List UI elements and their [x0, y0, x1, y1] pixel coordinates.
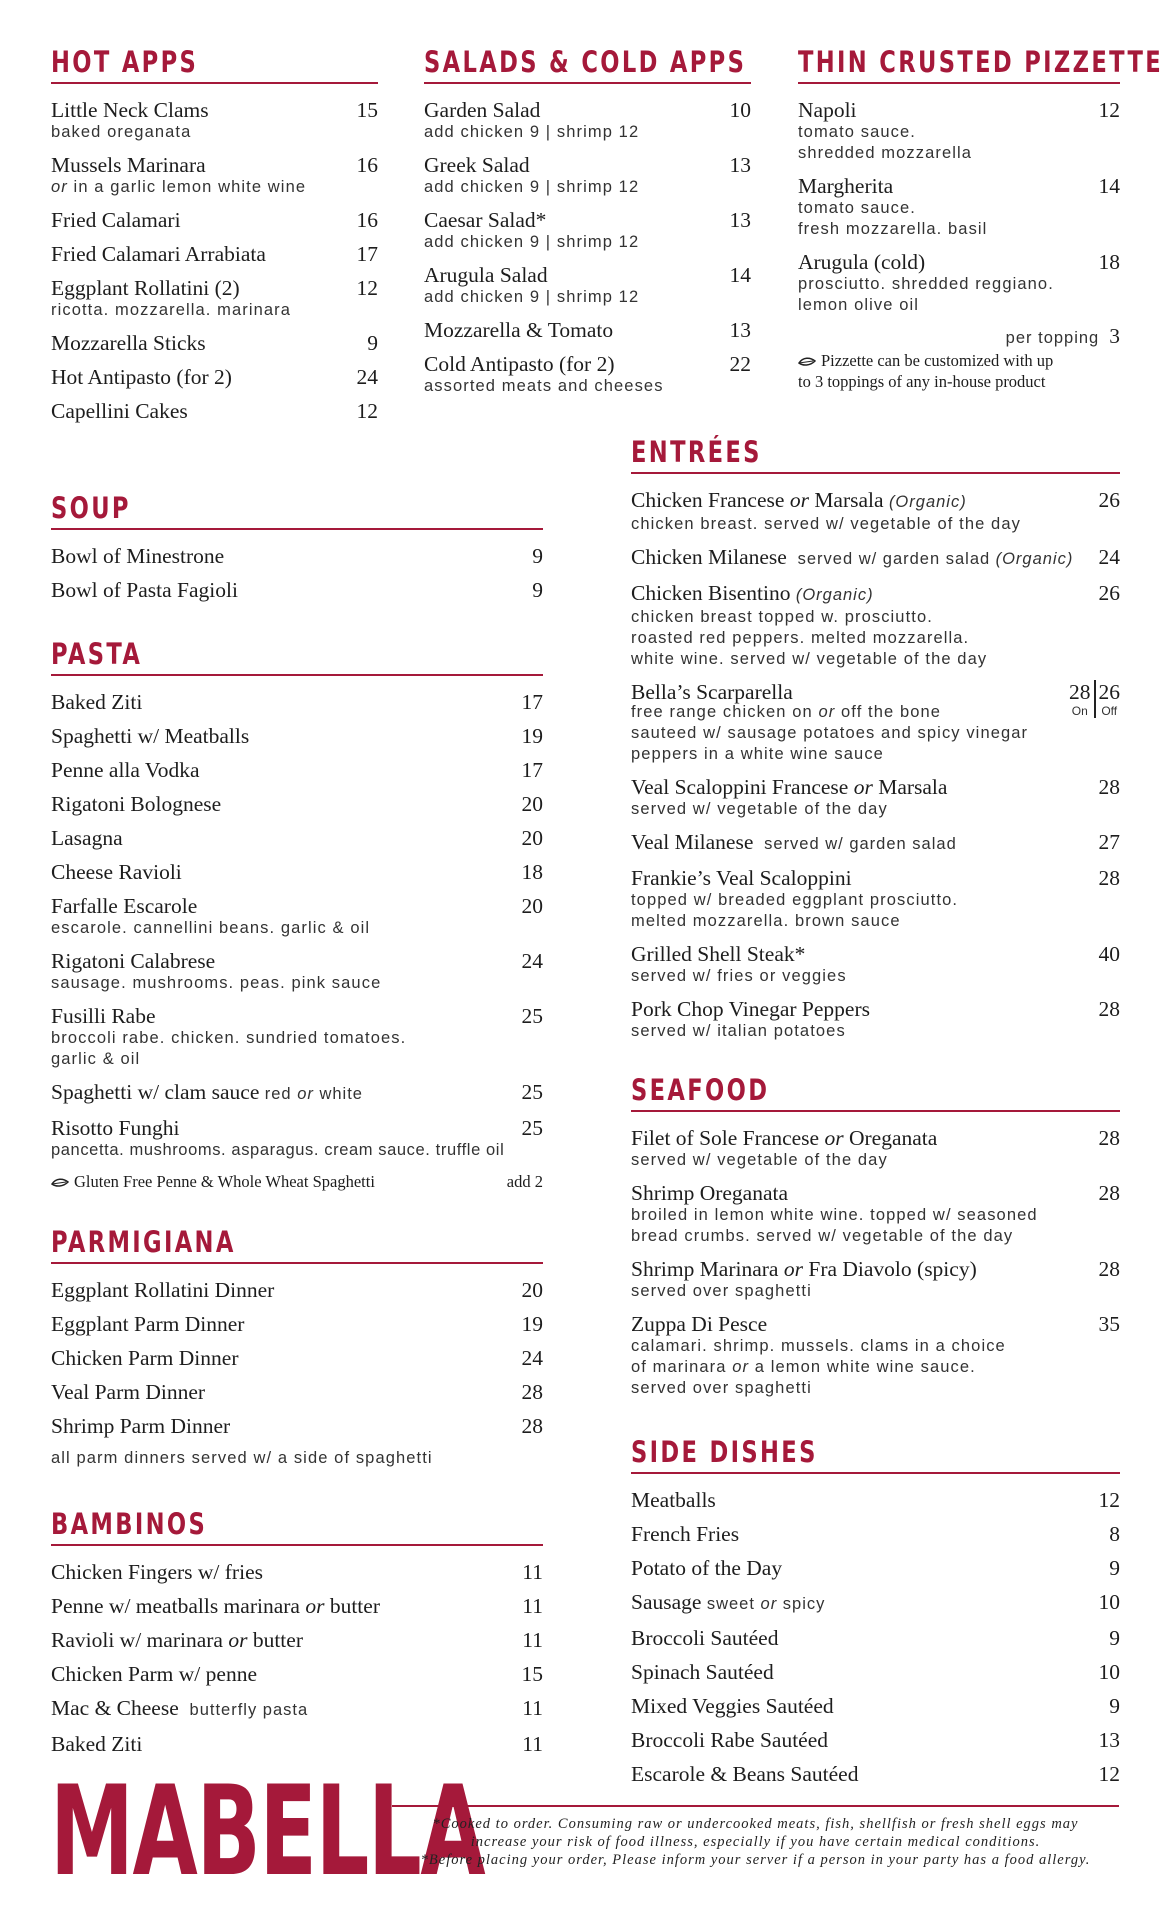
item-description: served w/ fries or veggies	[631, 967, 847, 985]
item-price: 11	[522, 1628, 543, 1652]
item-price: 9	[367, 331, 378, 355]
menu-item	[51, 1004, 543, 1070]
menu-item	[424, 352, 751, 397]
section-title: SOUP	[51, 491, 131, 525]
item-name: Spaghetti w/ Meatballs	[51, 724, 250, 748]
item-name: Fried Calamari Arrabiata	[51, 242, 266, 266]
item-name: Margherita	[798, 174, 894, 198]
item-description: bread crumbs. served w/ vegetable of the day	[631, 1227, 1014, 1245]
menu-item	[631, 581, 1120, 670]
section-title: SIDE DISHES	[631, 1435, 818, 1469]
item-price: 16	[356, 208, 378, 232]
item-price: 40	[1098, 942, 1120, 966]
menu-item	[798, 174, 1120, 240]
item-description: escarole. cannellini beans. garlic & oil	[51, 919, 371, 937]
item-price: 19	[521, 1312, 543, 1336]
item-price: 28	[1098, 1181, 1120, 1205]
menu-item	[51, 1628, 543, 1652]
item-name: Baked Ziti	[51, 690, 143, 714]
menu-item	[631, 1257, 1120, 1302]
section-divider	[424, 82, 751, 84]
menu-item	[631, 488, 1120, 535]
menu-item	[631, 1728, 1120, 1752]
item-description: served w/ vegetable of the day	[631, 1151, 888, 1169]
item-description: garlic & oil	[51, 1050, 141, 1068]
price-on-off: 28 On 26 Off	[1069, 680, 1120, 718]
item-description: white wine. served w/ vegetable of the day	[631, 650, 988, 668]
menu-item	[51, 208, 378, 232]
menu-item	[631, 1556, 1120, 1580]
menu-item	[51, 758, 543, 782]
item-description: served over spaghetti	[631, 1379, 812, 1397]
item-price: 28	[521, 1380, 543, 1404]
item-name: Capellini Cakes	[51, 399, 188, 423]
section-soup	[51, 490, 543, 612]
item-name: Veal Parm Dinner	[51, 1380, 206, 1404]
item-price: 14	[729, 263, 751, 287]
item-name: Bella’s Scarparella	[631, 680, 793, 704]
item-price: 11	[522, 1732, 543, 1756]
item-description: assorted meats and cheeses	[424, 377, 664, 395]
section-pizzette	[798, 44, 1164, 392]
leaf-icon	[51, 1178, 69, 1188]
menu-item	[51, 1594, 543, 1618]
item-name: Ravioli w/ marinara or butter	[51, 1628, 303, 1652]
item-description: served over spaghetti	[631, 1282, 812, 1300]
item-description: add chicken 9 | shrimp 12	[424, 123, 640, 141]
menu-item	[51, 1696, 543, 1722]
menu-item	[631, 997, 1120, 1042]
item-description: add chicken 9 | shrimp 12	[424, 233, 640, 251]
item-name: Potato of the Day	[631, 1556, 783, 1580]
menu-item	[51, 1560, 543, 1584]
footer-divider	[392, 1805, 1119, 1807]
per-topping-row	[798, 324, 1120, 348]
menu-item	[51, 1414, 543, 1438]
item-description: served w/ vegetable of the day	[631, 800, 888, 818]
section-parmigiana	[51, 1224, 543, 1469]
section-hot-apps	[51, 44, 378, 433]
item-name: Bowl of Minestrone	[51, 544, 225, 568]
item-price: 18	[521, 860, 543, 884]
per-topping-label: per topping	[1005, 329, 1100, 347]
item-name: Shrimp Marinara or Fra Diavolo (spicy)	[631, 1257, 977, 1281]
item-price: 13	[729, 208, 751, 232]
menu-item	[51, 242, 378, 266]
item-price: 27	[1098, 830, 1120, 854]
item-name: Arugula (cold)	[798, 250, 926, 274]
item-name: French Fries	[631, 1522, 740, 1546]
item-price: 22	[729, 352, 751, 376]
item-price: 11	[522, 1560, 543, 1584]
item-price: 9	[1109, 1556, 1120, 1580]
menu-item	[631, 1488, 1120, 1512]
menu-item	[51, 399, 378, 423]
menu-item	[424, 153, 751, 198]
item-price: 11	[522, 1696, 543, 1720]
item-description: baked oreganata	[51, 123, 192, 141]
item-name: Filet of Sole Francese or Oreganata	[631, 1126, 938, 1150]
item-name: Spinach Sautéed	[631, 1660, 774, 1684]
item-description: chicken breast. served w/ vegetable of the day	[631, 515, 1021, 533]
section-seafood	[631, 1072, 1120, 1409]
menu-item	[51, 792, 543, 816]
item-name: Zuppa Di Pesce	[631, 1312, 768, 1336]
item-name: Mozzarella Sticks	[51, 331, 206, 355]
item-price: 24	[521, 1346, 543, 1370]
menu-item	[631, 1762, 1120, 1786]
menu-item	[631, 1694, 1120, 1718]
menu-item	[424, 208, 751, 253]
section-divider	[631, 1110, 1120, 1112]
menu-item	[51, 860, 543, 884]
item-price: 20	[521, 1278, 543, 1302]
section-title: SEAFOOD	[631, 1073, 770, 1107]
item-name: Eggplant Parm Dinner	[51, 1312, 245, 1336]
item-price: 20	[521, 792, 543, 816]
item-name: Mac & Cheese butterfly pasta	[51, 1696, 309, 1720]
item-description: add chicken 9 | shrimp 12	[424, 178, 640, 196]
section-divider	[51, 1262, 543, 1264]
per-topping-price: 3	[1109, 324, 1120, 348]
menu-item	[631, 1522, 1120, 1546]
section-bambinos	[51, 1506, 543, 1766]
menu-item	[631, 1626, 1120, 1650]
item-price: 12	[356, 276, 378, 300]
menu-item	[631, 545, 1120, 571]
menu-item	[51, 1080, 543, 1106]
item-price: 11	[522, 1594, 543, 1618]
item-name: Grilled Shell Steak*	[631, 942, 806, 966]
item-price: 26	[1098, 581, 1120, 605]
item-name: Farfalle Escarole	[51, 894, 198, 918]
item-price: 9	[1109, 1626, 1120, 1650]
item-price: 24	[521, 949, 543, 973]
item-name: Chicken Milanese served w/ garden salad (Organic)	[631, 545, 1074, 569]
menu-item	[631, 1126, 1120, 1171]
section-title: THIN CRUSTED PIZZETTE	[798, 45, 1164, 79]
item-name: Fusilli Rabe	[51, 1004, 156, 1028]
item-name: Fried Calamari	[51, 208, 181, 232]
item-name: Napoli	[798, 98, 857, 122]
item-name: Hot Antipasto (for 2)	[51, 365, 232, 389]
item-description: add chicken 9 | shrimp 12	[424, 288, 640, 306]
item-price: 26	[1098, 488, 1120, 512]
menu-item	[51, 1116, 543, 1161]
item-price: 24	[1098, 545, 1120, 569]
section-divider	[51, 528, 543, 530]
menu-item	[51, 1312, 543, 1336]
item-description: pancetta. mushrooms. asparagus. cream sauce. truffle oil	[51, 1141, 505, 1159]
menu-item	[798, 250, 1120, 316]
item-name: Cold Antipasto (for 2)	[424, 352, 615, 376]
menu-item	[51, 690, 543, 714]
item-price: 35	[1098, 1312, 1120, 1336]
menu-item	[51, 1732, 543, 1756]
pizzette-note: Pizzette can be customized with up to 3 toppings of any in-house product	[798, 351, 1054, 391]
section-title: HOT APPS	[51, 45, 199, 79]
item-name: Caesar Salad*	[424, 208, 547, 232]
item-name: Spaghetti w/ clam sauce red or white	[51, 1080, 363, 1104]
menu-item	[51, 98, 378, 143]
item-name: Pork Chop Vinegar Peppers	[631, 997, 870, 1021]
item-name: Shrimp Oreganata	[631, 1181, 789, 1205]
item-price: 13	[729, 318, 751, 342]
parm-note: all parm dinners served w/ a side of spaghetti	[51, 1449, 433, 1467]
item-description: tomato sauce.	[798, 123, 916, 141]
item-name: Bowl of Pasta Fagioli	[51, 578, 238, 602]
item-name: Mozzarella & Tomato	[424, 318, 614, 342]
item-price: 9	[532, 544, 543, 568]
item-price: 28	[1098, 775, 1120, 799]
menu-item	[631, 942, 1120, 987]
item-price: 17	[521, 690, 543, 714]
section-title: BAMBINOS	[51, 1507, 208, 1541]
item-description: served w/ italian potatoes	[631, 1022, 846, 1040]
item-price: 15	[521, 1662, 543, 1686]
item-price: 25	[521, 1080, 543, 1104]
item-name: Eggplant Rollatini (2)	[51, 276, 240, 300]
item-name: Broccoli Sautéed	[631, 1626, 779, 1650]
item-name: Little Neck Clams	[51, 98, 209, 122]
item-description: shredded mozzarella	[798, 144, 973, 162]
item-name: Penne w/ meatballs marinara or butter	[51, 1594, 380, 1618]
item-price: 12	[356, 399, 378, 423]
item-description: chicken breast topped w. prosciutto.	[631, 608, 933, 626]
section-divider	[798, 82, 1120, 84]
menu-item	[631, 1660, 1120, 1684]
menu-item	[51, 894, 543, 939]
item-name: Chicken Francese or Marsala (Organic)	[631, 488, 967, 512]
item-description: free range chicken on or off the bone	[631, 703, 942, 721]
item-price: 25	[521, 1004, 543, 1028]
menu-item	[51, 724, 543, 748]
section-divider	[51, 674, 543, 676]
menu-item	[631, 830, 1120, 856]
item-price: 12	[1098, 1488, 1120, 1512]
item-price: 12	[1098, 98, 1120, 122]
menu-item	[631, 1590, 1120, 1616]
leaf-icon	[798, 357, 816, 367]
menu-item	[51, 1662, 543, 1686]
section-divider	[631, 1472, 1120, 1474]
item-name: Penne alla Vodka	[51, 758, 200, 782]
menu-item	[51, 826, 543, 850]
item-price: 10	[729, 98, 751, 122]
item-name: Frankie’s Veal Scaloppini	[631, 866, 852, 890]
item-name: Mussels Marinara	[51, 153, 206, 177]
item-name: Broccoli Rabe Sautéed	[631, 1728, 829, 1752]
item-price: 13	[729, 153, 751, 177]
item-description: calamari. shrimp. mussels. clams in a choice	[631, 1337, 1006, 1355]
menu-item	[51, 365, 378, 389]
menu-item	[51, 276, 378, 321]
section-divider	[51, 1544, 543, 1546]
item-name: Escarole & Beans Sautéed	[631, 1762, 859, 1786]
menu-item	[631, 1181, 1120, 1247]
item-name: Eggplant Rollatini Dinner	[51, 1278, 275, 1302]
item-name: Arugula Salad	[424, 263, 548, 287]
menu-item	[51, 153, 378, 198]
item-price: 19	[521, 724, 543, 748]
item-description: lemon olive oil	[798, 296, 920, 314]
section-sides	[631, 1434, 1120, 1796]
item-price: 10	[1098, 1590, 1120, 1614]
section-pasta	[51, 636, 543, 1192]
item-name: Chicken Fingers w/ fries	[51, 1560, 263, 1584]
item-description: sauteed w/ sausage potatoes and spicy vinegar	[631, 724, 1029, 742]
item-description: melted mozzarella. brown sauce	[631, 912, 901, 930]
item-name: Sausage sweet or spicy	[631, 1590, 826, 1614]
item-name: Veal Milanese served w/ garden salad	[631, 830, 957, 854]
section-title: SALADS & COLD APPS	[424, 45, 747, 79]
item-name: Veal Scaloppini Francese or Marsala	[631, 775, 948, 799]
item-name: Shrimp Parm Dinner	[51, 1414, 231, 1438]
item-price: 16	[356, 153, 378, 177]
item-description: prosciutto. shredded reggiano.	[798, 275, 1054, 293]
item-description: tomato sauce.	[798, 199, 916, 217]
menu-item	[51, 544, 543, 568]
menu-item	[51, 1346, 543, 1370]
item-price: 10	[1098, 1660, 1120, 1684]
item-price: 28	[521, 1414, 543, 1438]
item-name: Chicken Bisentino (Organic)	[631, 581, 874, 605]
gluten-free-note: Gluten Free Penne & Whole Wheat Spaghetti add 2	[51, 1171, 543, 1192]
item-name: Lasagna	[51, 826, 123, 850]
item-description: of marinara or a lemon white wine sauce.	[631, 1358, 976, 1376]
menu-item	[798, 98, 1120, 164]
item-price: 17	[521, 758, 543, 782]
restaurant-logo: MABELLA	[50, 1760, 485, 1904]
food-disclaimer: *Cooked to order. Consuming raw or undercooked meats, fish, shellfish or fresh shell eggs may increase your risk of food illness, especially if you have certain medical conditions. *Before placing your order, Please inform your server if a person in your party has a food allergy.	[420, 1816, 1091, 1868]
section-divider	[51, 82, 378, 84]
item-price: 9	[532, 578, 543, 602]
item-description: peppers in a white wine sauce	[631, 745, 884, 763]
section-title: ENTRÉES	[631, 435, 762, 469]
menu-item	[51, 1278, 543, 1302]
section-salads	[424, 44, 751, 407]
item-price: 28	[1098, 997, 1120, 1021]
menu-item	[424, 98, 751, 143]
item-name: Chicken Parm w/ penne	[51, 1662, 257, 1686]
item-price: 24	[356, 365, 378, 389]
item-description: ricotta. mozzarella. marinara	[51, 301, 292, 319]
menu-item	[51, 578, 543, 602]
item-price: 28	[1098, 1257, 1120, 1281]
item-description: roasted red peppers. melted mozzarella.	[631, 629, 970, 647]
menu-item	[51, 949, 543, 994]
item-price: 28	[1098, 1126, 1120, 1150]
item-price: 20	[521, 826, 543, 850]
section-divider	[631, 472, 1120, 474]
item-price: 17	[356, 242, 378, 266]
item-price: 9	[1109, 1694, 1120, 1718]
menu-item	[424, 263, 751, 308]
menu-item	[631, 1312, 1120, 1399]
item-price: 14	[1098, 174, 1120, 198]
item-description: sausage. mushrooms. peas. pink sauce	[51, 974, 382, 992]
item-price: 20	[521, 894, 543, 918]
item-name: Rigatoni Calabrese	[51, 949, 216, 973]
item-name: Garden Salad	[424, 98, 541, 122]
section-title: PASTA	[51, 637, 143, 671]
item-description: broiled in lemon white wine. topped w/ seasoned	[631, 1206, 1038, 1224]
item-price: 13	[1098, 1728, 1120, 1752]
menu-item	[631, 680, 1120, 765]
item-price: 15	[356, 98, 378, 122]
item-price: 12	[1098, 1762, 1120, 1786]
menu-item	[51, 1380, 543, 1404]
item-description: or in a garlic lemon white wine	[51, 178, 307, 196]
item-price: 25	[521, 1116, 543, 1140]
menu-item	[424, 318, 751, 342]
item-name: Greek Salad	[424, 153, 530, 177]
item-name: Risotto Funghi	[51, 1116, 180, 1140]
item-price: 28	[1098, 866, 1120, 890]
item-price: 8	[1109, 1522, 1120, 1546]
section-entrees	[631, 434, 1120, 1052]
item-description: broccoli rabe. chicken. sundried tomatoes.	[51, 1029, 407, 1047]
item-name: Mixed Veggies Sautéed	[631, 1694, 834, 1718]
menu-item	[631, 866, 1120, 932]
section-title: PARMIGIANA	[51, 1225, 236, 1259]
item-name: Chicken Parm Dinner	[51, 1346, 239, 1370]
item-description: topped w/ breaded eggplant prosciutto.	[631, 891, 959, 909]
item-description: fresh mozzarella. basil	[798, 220, 988, 238]
item-name: Meatballs	[631, 1488, 716, 1512]
item-price: 18	[1098, 250, 1120, 274]
menu-item	[51, 331, 378, 355]
menu-item	[631, 775, 1120, 820]
item-name: Rigatoni Bolognese	[51, 792, 222, 816]
item-name: Baked Ziti	[51, 1732, 143, 1756]
note-price: add 2	[506, 1172, 543, 1191]
item-name: Cheese Ravioli	[51, 860, 182, 884]
